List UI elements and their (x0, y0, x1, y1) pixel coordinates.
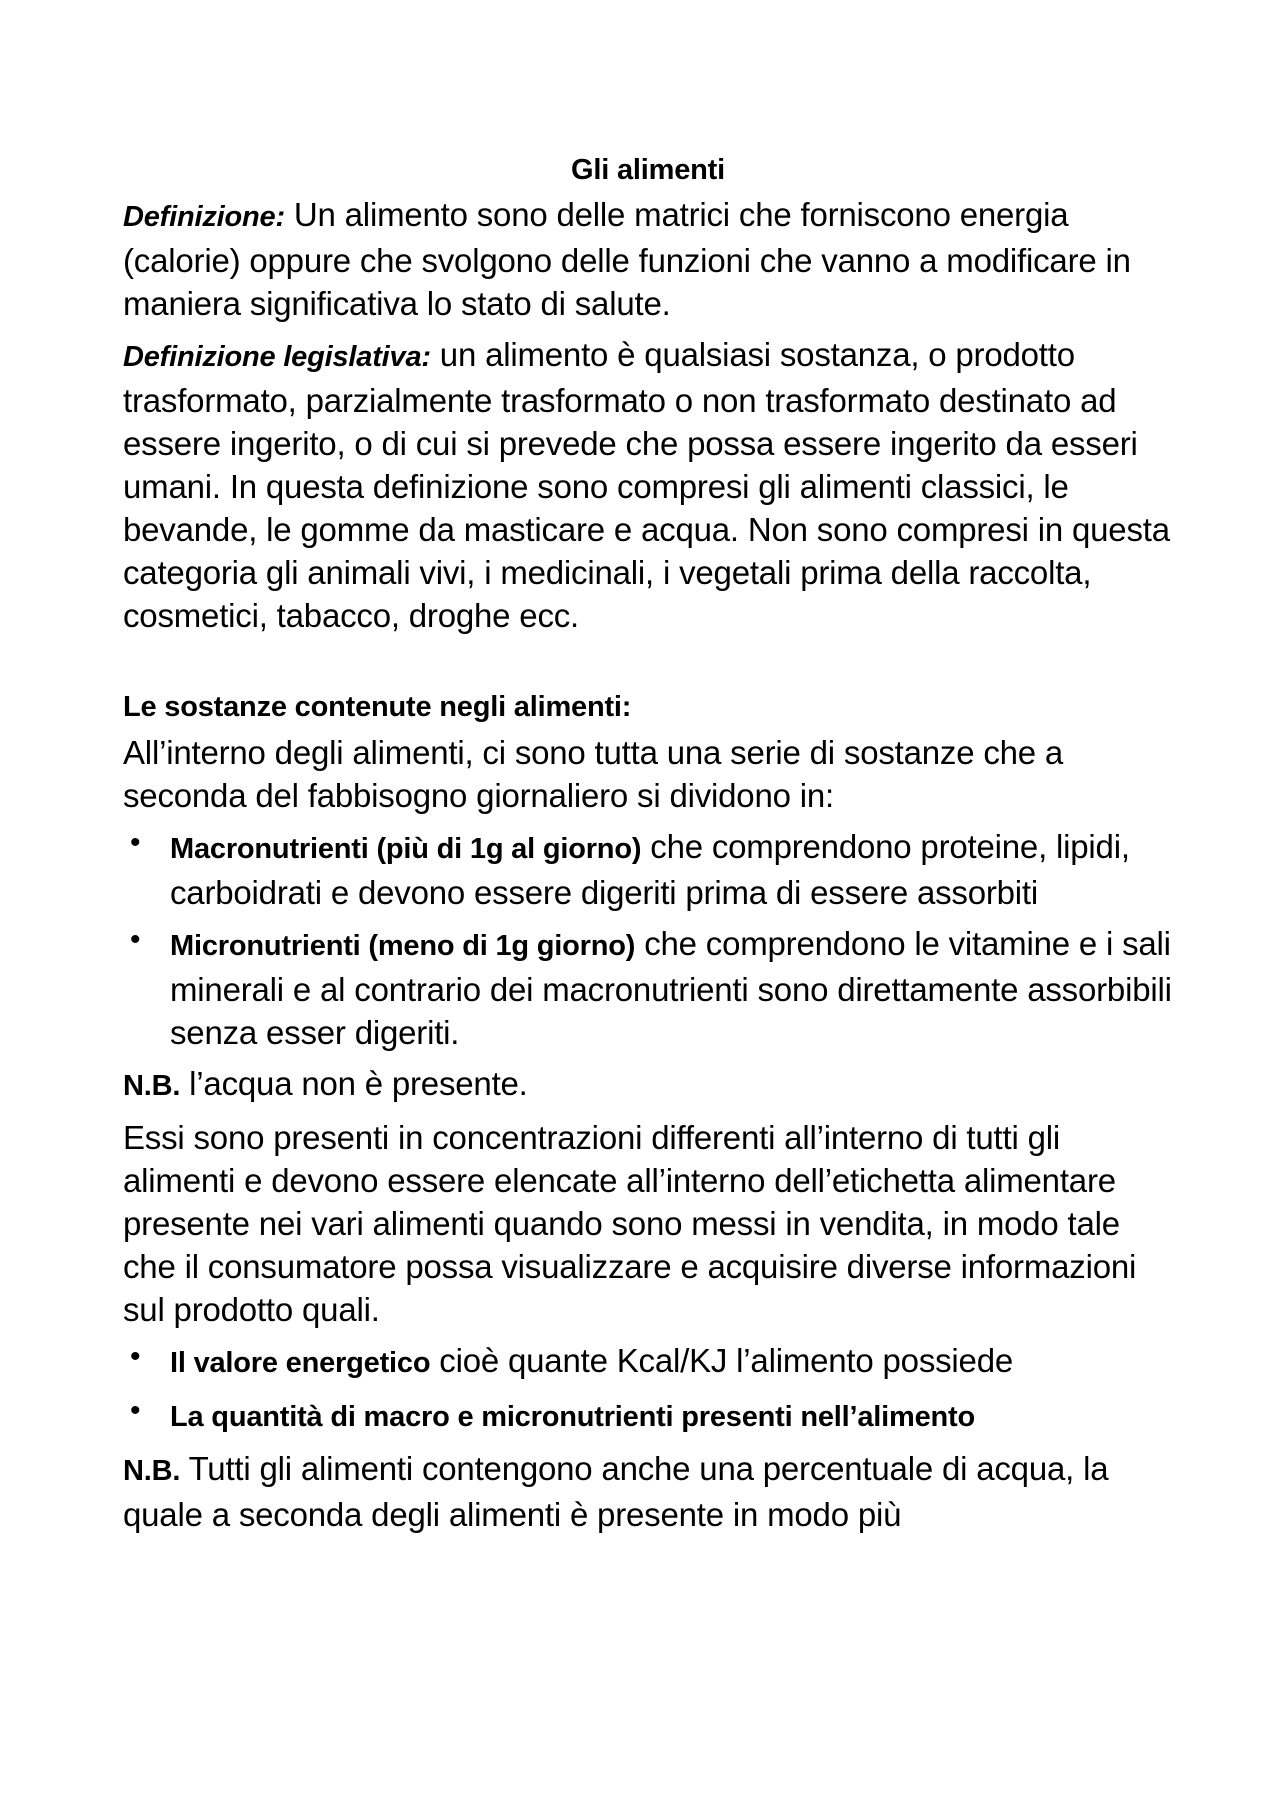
legal-definition-label: Definizione legislativa: (123, 341, 431, 373)
label-item-description: cioè quante Kcal/KJ l’alimento possiede (430, 1342, 1014, 1379)
note-text: l’acqua non è presente. (180, 1065, 528, 1102)
note-label: N.B. (123, 1070, 181, 1102)
nutrient-description: che comprendono le vitamine e i sali minerali e al contrario dei macronutrienti sono direttamente assorbibili senza esser digeriti. (170, 925, 1172, 1051)
label-item-name: Il valore energetico (170, 1347, 431, 1379)
definition-label: Definizione: (123, 201, 285, 233)
note-paragraph (123, 1062, 1173, 1108)
list-item (123, 922, 1173, 1054)
label-item-name: La quantità di macro e micronutrienti presenti nell’alimento (170, 1401, 975, 1433)
bullet-icon: • (130, 826, 141, 859)
note-paragraph (123, 1447, 1173, 1536)
page-title: Gli alimenti (571, 154, 725, 186)
section-intro: All’interno degli alimenti, ci sono tutta una serie di sostanze che a seconda del fabbisogno giornaliero si dividono in: (123, 734, 1064, 814)
definition-text: Un alimento sono delle matrici che forniscono energia (calorie) oppure che svolgono delle funzioni che vanno a modificare in maniera significativa lo stato di salute. (123, 196, 1131, 322)
label-items-list (123, 1339, 1173, 1439)
bullet-icon: • (130, 1340, 141, 1373)
label-info-paragraph: Essi sono presenti in concentrazioni differenti all’interno di tutti gli alimenti e devono essere elencate all’interno dell’etichetta alimentare presente nei vari alimenti quando sono messi in vendita, in modo tale che il consumatore possa visualizzare e acquisire diverse informazioni sul prodotto quali. (123, 1119, 1137, 1328)
list-item (123, 825, 1173, 914)
legal-definition-text: un alimento è qualsiasi sostanza, o prodotto trasformato, parzialmente trasformato o non trasformato destinato ad essere ingerito, o di cui si prevede che possa essere ingerito da esseri umani. In questa definizione sono compresi gli alimenti classici, le bevande, le gomme da masticare e acqua. Non sono compresi in questa categoria gli animali vivi, i medicinali, i vegetali prima della raccolta, cosmetici, tabacco, droghe ecc. (123, 336, 1170, 634)
note-label: N.B. (123, 1455, 181, 1487)
nutrient-name: Micronutrienti (meno di 1g giorno) (170, 930, 636, 962)
bullet-icon: • (130, 1394, 141, 1427)
nutrient-name: Macronutrienti (più di 1g al giorno) (170, 833, 642, 865)
bullet-icon: • (130, 923, 141, 956)
list-item (123, 1339, 1173, 1385)
legal-definition-paragraph (123, 333, 1173, 637)
document-page (123, 150, 1173, 1544)
list-item (123, 1393, 1173, 1439)
section-heading: Le sostanze contenute negli alimenti: (123, 691, 632, 723)
note-text: Tutti gli alimenti contengono anche una percentuale di acqua, la quale a seconda degli alimenti è presente in modo più (123, 1450, 1109, 1533)
nutrient-description: che comprendono proteine, lipidi, carboidrati e devono essere digeriti prima di essere assorbiti (170, 828, 1130, 911)
definition-paragraph (123, 193, 1173, 325)
nutrients-list (123, 825, 1173, 1054)
